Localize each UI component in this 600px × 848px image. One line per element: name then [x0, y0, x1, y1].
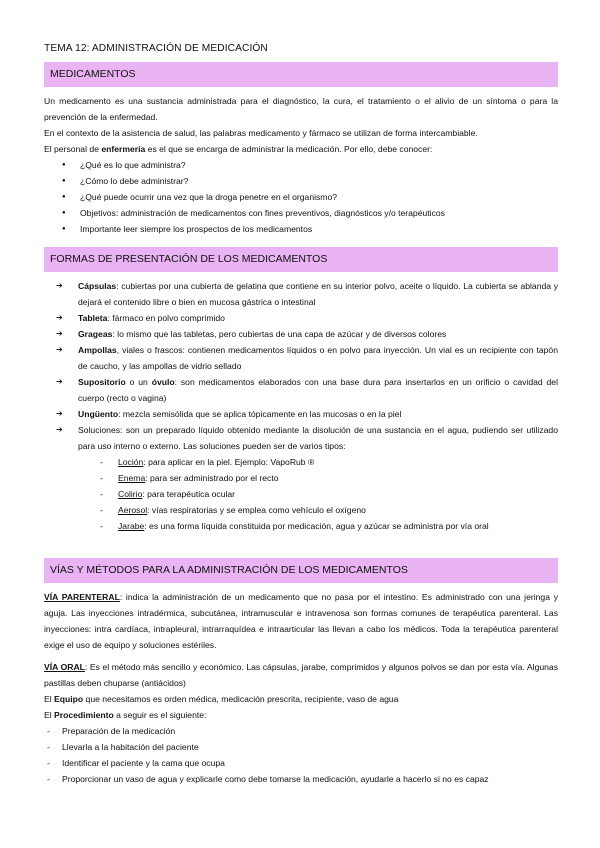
list-item [44, 422, 558, 454]
paragraph-parenteral [44, 589, 558, 653]
text: : fármaco en polvo comprimido [107, 313, 225, 323]
list-item: ● Objetivos: administración de medicamentos con fines preventivos, diagnósticos y/o terapéuticos [44, 205, 558, 221]
list-item: - Identificar el paciente y la cama que ocupa [44, 755, 558, 771]
text: El [44, 694, 55, 704]
list-item [44, 326, 558, 342]
text: , viales o frascos: contienen medicamentos líquidos o en polvo para inyección. Un vial es un recipiente con tapón de caucho, y las ampollas de vidrio sellado [78, 345, 558, 371]
section-heading-vias: VÍAS Y MÉTODOS PARA LA ADMINISTRACIÓN DE LOS MEDICAMENTOS [44, 558, 558, 583]
solutions-list [44, 454, 558, 534]
list-item [44, 310, 558, 326]
spacer [44, 534, 558, 558]
list-item [44, 406, 558, 422]
text: a seguir es el siguiente: [113, 710, 207, 720]
bold-term: óvulo [151, 377, 175, 387]
list-item: ● ¿Qué puede ocurrir una vez que la droga penetre en el organismo? [44, 189, 558, 205]
text: : mezcla semisólida que se aplica tópicamente en las mucosas o en la piel [118, 409, 402, 419]
text: : Es el método más sencillo y económico. Las cápsulas, jarabe, comprimidos y algunos polvos se dan por esta vía. Algunas pastillas deben chuparse (antiácidos) [44, 662, 558, 688]
list-item: - Proporcionar un vaso de agua y explicarle como debe tomarse la medicación, ayudarle a hacerlo si no es capaz [44, 771, 558, 787]
text: El personal de [44, 144, 102, 154]
text: o un [125, 377, 152, 387]
paragraph-equipo [44, 691, 558, 707]
page-title: TEMA 12: ADMINISTRACIÓN DE MEDICACIÓN [44, 43, 268, 54]
bold-term: Procedimiento [54, 710, 114, 720]
bullet-list [44, 157, 558, 237]
bold-term: Equipo [54, 694, 84, 704]
text: : es una forma líquida constituida por medicación, agua y azúcar se administra por vía oral [144, 521, 489, 531]
text: : vías respiratorias y se emplea como vehículo el oxígeno [147, 505, 366, 515]
paragraph-definition: Un medicamento es una sustancia administrada para el diagnóstico, la cura, el tratamiento o el alivio de un síntoma o para la prevención de la enfermedad. [44, 96, 558, 122]
paragraph-context: En el contexto de la asistencia de salud, las palabras medicamento y fármaco se utilizan de forma intercambiable. [44, 128, 478, 138]
bold-term: Cápsulas [78, 281, 117, 291]
bold-term: Tableta [78, 313, 108, 323]
paragraph-procedimiento [44, 707, 558, 723]
paragraph-nursing [44, 141, 558, 157]
text: : para aplicar en la piel. Ejemplo: VapoRub ® [143, 457, 315, 467]
text: : para terapéutica ocular [142, 489, 236, 499]
bold-term: Supositorio [78, 377, 126, 387]
list-item [44, 454, 558, 470]
list-item [44, 470, 558, 486]
section-heading-formas: FORMAS DE PRESENTACIÓN DE LOS MEDICAMENTOS [44, 247, 558, 272]
list-item: ● ¿Cómo lo debe administrar? [44, 173, 558, 189]
spacer [44, 237, 558, 247]
underlined-term: Colirio [118, 489, 143, 499]
bold-term: enfermería [101, 144, 146, 154]
list-item [44, 278, 558, 310]
bold-underlined-term: VÍA PARENTERAL [44, 592, 120, 602]
bold-term: Grageas [78, 329, 113, 339]
text: : cubiertas por una cubierta de gelatina que contiene en su interior polvo, aceite o líquido. La cubierta se ablanda y dejará el contenido libre o bien en mucosa gástrica o intestinal [78, 281, 558, 307]
list-item [44, 342, 558, 374]
list-item: ● Importante leer siempre los prospectos de los medicamentos [44, 221, 558, 237]
underlined-term: Aerosol [118, 505, 148, 515]
paragraph-oral [44, 659, 558, 691]
underlined-term: Enema [118, 473, 146, 483]
text: es el que se encarga de administrar la medicación. Por ello, debe conocer: [145, 144, 433, 154]
text: : lo mismo que las tabletas, pero cubiertas de una capa de azúcar y de diversos colores [112, 329, 447, 339]
text: : indica la administración de un medicamento que no pasa por el intestino. Es administrado con una jeringa y aguja. Las inyecciones intradérmica, subcutánea, intramuscular e intravenosa son formas comunes de terapéutica parenteral. Las inyecciones: intra cardíaca, intrapleural, intrarraquídea e intraarticular las llevan a cabo los médicos. Toda la terapéutica parenteral exige el uso de equipo y soluciones estériles. [44, 592, 558, 650]
text: Soluciones: son un preparado líquido obtenido mediante la disolución de una sustancia en el agua, pudiendo ser utilizado para uso interno o externo. Las soluciones pueden ser de varios tipos: [78, 425, 558, 451]
arrow-list [44, 278, 558, 454]
bold-term: Ampollas [78, 345, 117, 355]
list-item: - Preparación de la medicación [44, 723, 558, 739]
document-body [44, 42, 558, 787]
text: que necesitamos es orden médica, medicación prescrita, recipiente, vaso de agua [83, 694, 399, 704]
underlined-term: Loción [118, 457, 144, 467]
underlined-term: Jarabe [118, 521, 145, 531]
bold-underlined-term: VÍA ORAL [44, 662, 85, 672]
bold-term: Ungüento [78, 409, 119, 419]
list-item: ● ¿Qué es lo que administra? [44, 157, 558, 173]
list-item: - Llevarla a la habitación del paciente [44, 739, 558, 755]
list-item [44, 374, 558, 406]
steps-list [44, 723, 558, 787]
list-item [44, 486, 558, 502]
list-item [44, 518, 558, 534]
text: : para ser administrado por el recto [145, 473, 279, 483]
section-heading-medicamentos: MEDICAMENTOS [44, 62, 558, 87]
text: : son medicamentos elaborados con una base dura para insertarlos en un orificio o cavidad del cuerpo (recto o vagina) [78, 377, 558, 403]
text: El [44, 710, 55, 720]
list-item [44, 502, 558, 518]
